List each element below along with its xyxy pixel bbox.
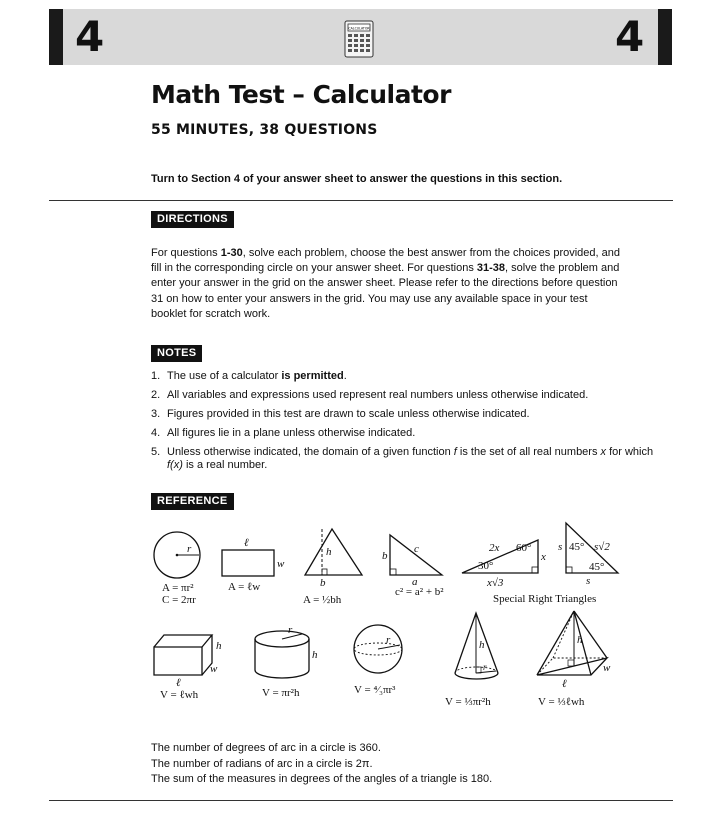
right-triangle-figure <box>382 535 444 598</box>
special-triangles-caption: Special Right Triangles <box>493 593 597 605</box>
rectangle-area-formula: A = ℓw <box>228 581 261 593</box>
cone-height-label: h <box>479 639 485 651</box>
box-height-label: h <box>216 640 222 652</box>
special-30-angle-label: 30° <box>478 560 494 572</box>
special-triangle-45-45-90 <box>558 523 618 587</box>
right-triangle-c-label: c <box>414 543 419 555</box>
special-45-top-angle-label: 45° <box>569 541 585 553</box>
notes-label: NOTES <box>151 345 202 362</box>
pyramid-figure <box>537 611 611 708</box>
special-triangle-30-60-90 <box>462 540 546 589</box>
cone-volume-formula: V = ⅓πr²h <box>445 696 491 708</box>
right-triangle-b-label: b <box>382 550 388 562</box>
directions-label: DIRECTIONS <box>151 211 234 228</box>
cone-figure <box>445 613 498 708</box>
rectangle-length-label: ℓ <box>244 537 249 549</box>
page-title: Math Test – Calculator <box>151 80 451 109</box>
special-30-60-short-label: x <box>541 551 546 563</box>
section-number-left: 4 <box>75 12 105 61</box>
fact-degrees: The number of degrees of arc in a circle is 360. <box>151 742 381 754</box>
cylinder-figure <box>255 624 318 699</box>
header-left-bar <box>49 9 63 65</box>
note-item: 1. The use of a calculator is permitted. <box>151 370 347 382</box>
special-30-60-long-label: x√3 <box>487 577 504 589</box>
note-item: 5. Unless otherwise indicated, the domain of a given function f is the set of all real numbers x for which f(x) is a real number. <box>151 446 654 471</box>
notes-list <box>151 370 671 478</box>
directions-text: For questions 1-30, solve each problem, choose the best answer from the choices provided, and fill in the corresponding circle on your answer sheet. For questions 31-38, solve the problem and enter your answer in the grid on the answer sheet. Please refer to the directions before question 31 on how to enter your answers in the grid. You may use any available space in your test booklet for scratch work. <box>151 247 620 320</box>
reference-facts <box>151 741 492 788</box>
special-45-left-label: s <box>558 541 563 553</box>
page-subtitle: 55 MINUTES, 38 QUESTIONS <box>151 122 378 138</box>
note-item: 3. Figures provided in this test are drawn to scale unless otherwise indicated. <box>151 408 530 420</box>
pyramid-length-label: ℓ <box>562 678 567 690</box>
divider-top <box>49 200 673 201</box>
divider-bottom <box>49 800 673 801</box>
pythagorean-formula: c² = a² + b² <box>395 586 444 598</box>
calculator-icon-label: CALCULATOR <box>348 26 370 31</box>
pyramid-volume-formula: V = ⅓ℓwh <box>538 696 585 708</box>
sphere-figure <box>354 625 402 696</box>
circle-circumference-formula: C = 2πr <box>162 594 196 606</box>
fact-triangle-sum: The sum of the measures in degrees of the angles of a triangle is 180. <box>151 773 493 785</box>
triangle-height-label: h <box>326 546 332 558</box>
reference-label: REFERENCE <box>151 493 234 510</box>
sphere-radius-label: r <box>386 634 391 646</box>
special-30-60-hyp-label: 2x <box>489 542 500 554</box>
pyramid-width-label: w <box>603 662 611 674</box>
circle-area-formula: A = πr² <box>162 582 194 594</box>
box-figure <box>154 635 222 701</box>
note-item: 4. All figures lie in a plane unless otherwise indicated. <box>151 427 416 439</box>
header-right-bar <box>658 9 672 65</box>
note-item: 2. All variables and expressions used represent real numbers unless otherwise indicated. <box>151 389 589 401</box>
section-header-band <box>49 9 672 65</box>
box-length-label: ℓ <box>176 677 181 689</box>
cylinder-height-label: h <box>312 649 318 661</box>
rectangle-figure <box>222 537 285 593</box>
special-45-bottom-label: s <box>586 575 591 587</box>
triangle-figure <box>303 529 362 606</box>
calculator-icon <box>344 20 374 58</box>
cylinder-radius-label: r <box>288 624 293 636</box>
circle-radius-label: r <box>187 543 192 555</box>
box-volume-formula: V = ℓwh <box>160 689 199 701</box>
special-45-hyp-label: s√2 <box>594 541 610 553</box>
section-instruction: Turn to Section 4 of your answer sheet to answer the questions in this section. <box>151 173 563 185</box>
triangle-base-label: b <box>320 577 326 589</box>
cylinder-volume-formula: V = πr²h <box>262 687 300 699</box>
section-number-right: 4 <box>615 12 645 61</box>
triangle-area-formula: A = ½bh <box>303 594 342 606</box>
fact-radians: The number of radians of arc in a circle is 2π. <box>151 757 373 770</box>
box-width-label: w <box>210 663 218 675</box>
pyramid-height-label: h <box>577 634 583 646</box>
rectangle-width-label: w <box>277 558 285 570</box>
cone-radius-label: r <box>483 662 487 672</box>
sphere-volume-formula: V = ⁴⁄₃πr³ <box>354 684 396 696</box>
special-60-angle-label: 60° <box>516 542 532 554</box>
right-triangle-a-label: a <box>412 576 418 588</box>
special-45-bottom-angle-label: 45° <box>589 561 605 573</box>
circle-figure <box>154 532 200 606</box>
reference-figures <box>140 515 640 715</box>
